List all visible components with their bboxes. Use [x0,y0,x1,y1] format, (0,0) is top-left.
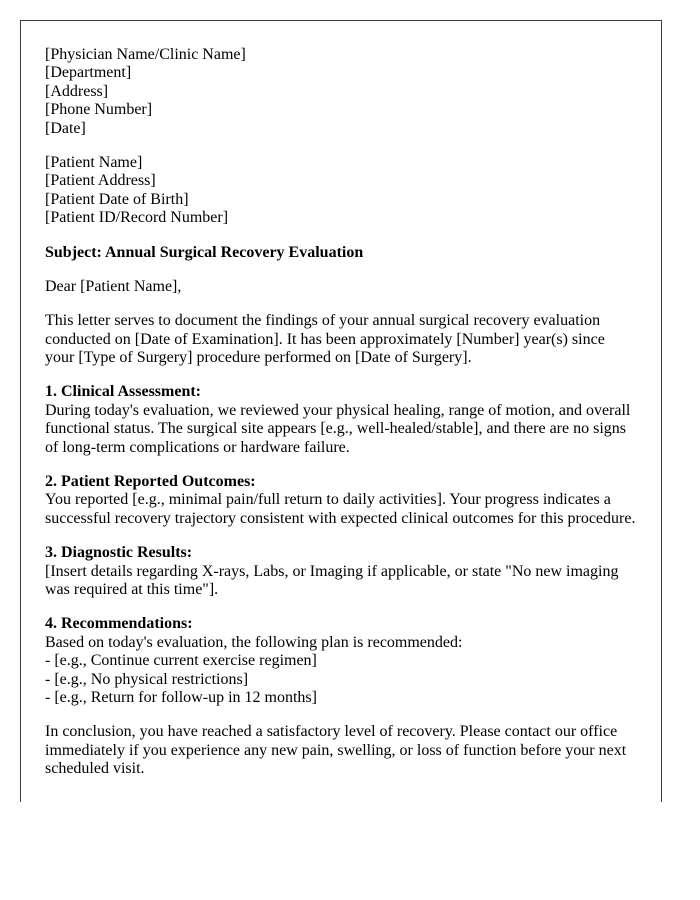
patient-address-placeholder: [Patient Address] [45,172,156,190]
recommendations-intro: Based on today's evaluation, the following plan is recommended: [45,633,463,651]
section-patient-reported-outcomes [45,473,637,528]
section-heading-recommendations: 4. Recommendations: [45,615,193,633]
intro-paragraph: This letter serves to document the findings of your annual surgical recovery evaluation conducted on [Date of Examination]. It has been approximately [Number] year(s) since your [Type of Surgery] procedure performed on [Date of Surgery]. [45,312,605,367]
patient-id-placeholder: [Patient ID/Record Number] [45,209,229,227]
section-diagnostic-results [45,544,637,599]
sender-phone-placeholder: [Phone Number] [45,101,153,119]
patient-name-placeholder: [Patient Name] [45,153,143,171]
salutation: Dear [Patient Name], [45,277,182,295]
subject-line: Subject: Annual Surgical Recovery Evaluation [45,243,364,261]
sender-address-placeholder: [Address] [45,82,109,100]
section-body-clinical-assessment: During today's evaluation, we reviewed your physical healing, range of motion, and overall functional status. The surgical site appears [e.g., well-healed/stable], and there are no signs of long-term complications or hardware failure. [45,401,631,456]
section-heading-clinical-assessment: 1. Clinical Assessment: [45,383,201,401]
patient-dob-placeholder: [Patient Date of Birth] [45,190,189,208]
section-clinical-assessment [45,383,637,457]
recommendation-item: - [e.g., Continue current exercise regimen] [45,652,317,670]
section-recommendations [45,615,637,707]
conclusion-paragraph: In conclusion, you have reached a satisfactory level of recovery. Please contact our office immediately if you experience any new pain, swelling, or loss of function before your next scheduled visit. [45,723,627,778]
sender-block [45,46,637,138]
section-body-diagnostic-results: [Insert details regarding X-rays, Labs, or Imaging if applicable, or state "No new imaging was required at this time"]. [45,562,619,598]
recommendation-item: - [e.g., No physical restrictions] [45,670,249,688]
section-body-patient-reported-outcomes: You reported [e.g., minimal pain/full return to daily activities]. Your progress indicates a successful recovery trajectory consistent with expected clinical outcomes for this procedure. [45,491,636,527]
letter-date-placeholder: [Date] [45,119,86,137]
patient-block [45,154,637,228]
recommendation-item: - [e.g., Return for follow-up in 12 months] [45,688,317,706]
section-heading-diagnostic-results: 3. Diagnostic Results: [45,544,193,562]
section-heading-patient-reported-outcomes: 2. Patient Reported Outcomes: [45,473,256,491]
letter-page [20,20,662,802]
sender-department-placeholder: [Department] [45,64,132,82]
sender-clinic-name-placeholder: [Physician Name/Clinic Name] [45,46,246,63]
